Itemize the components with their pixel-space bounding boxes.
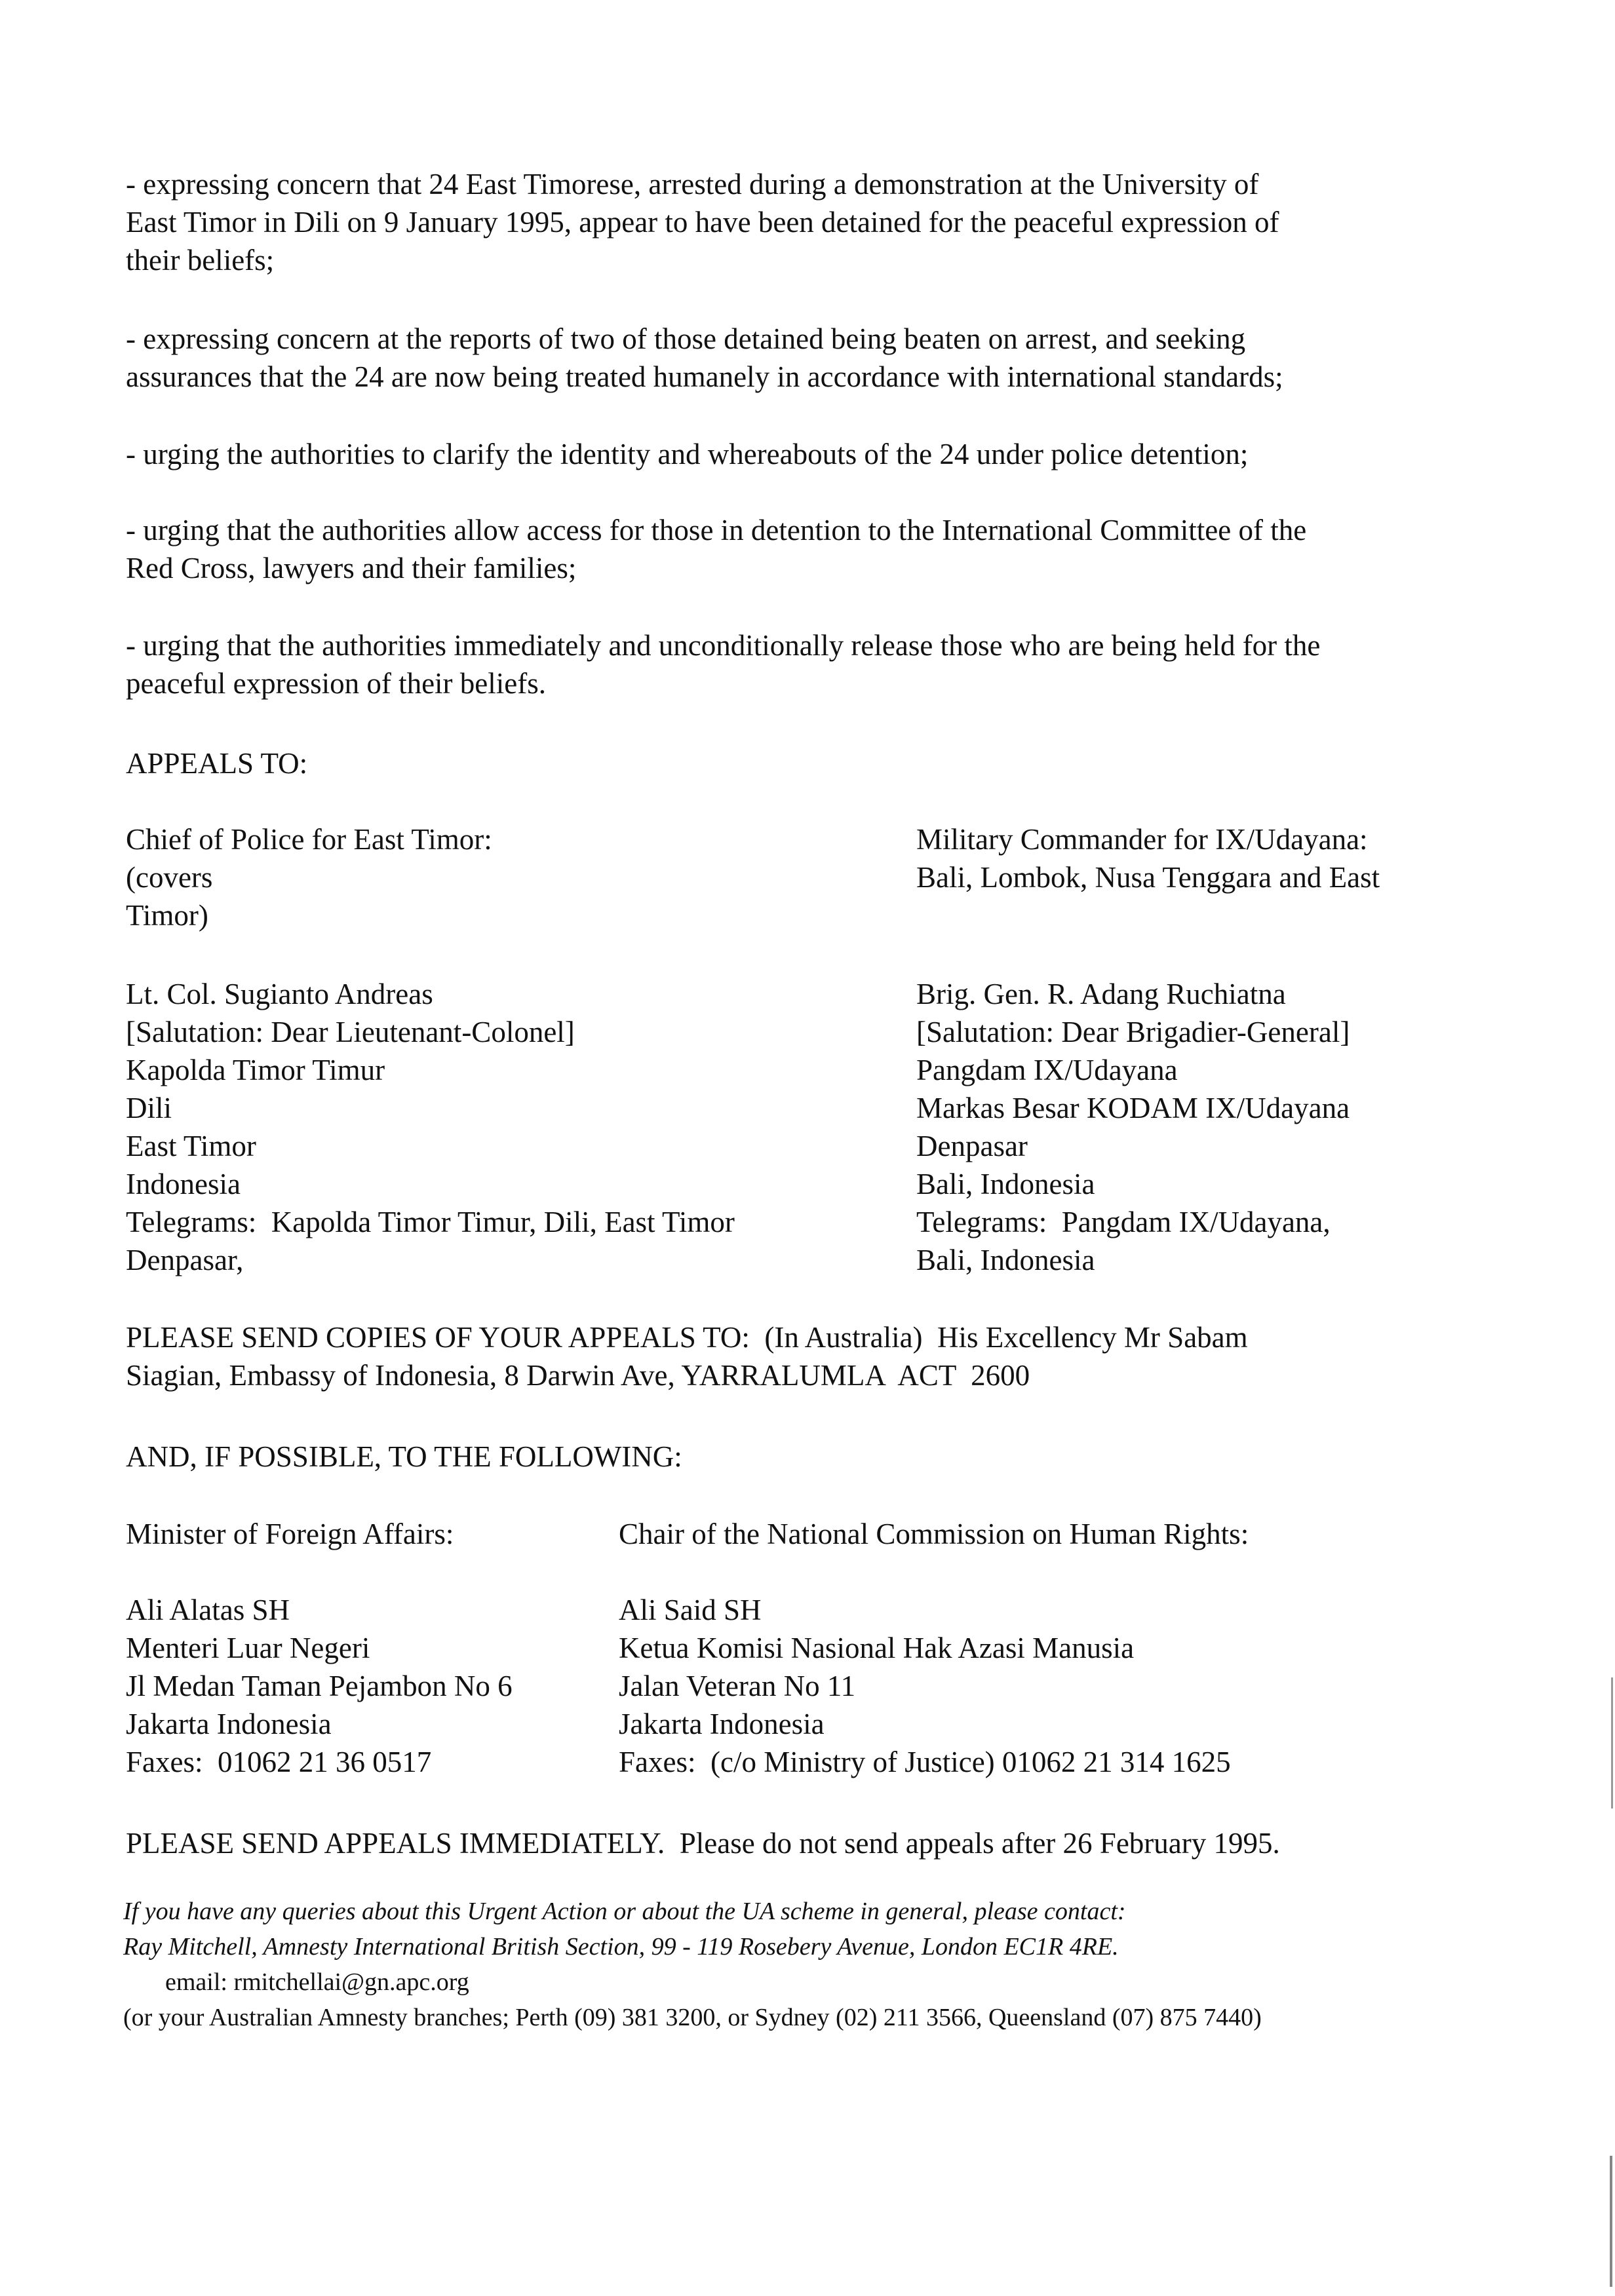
address-line: Bali, Indonesia bbox=[916, 1168, 1095, 1200]
text-line: - urging that the authorities allow access for those in detention to the International Committee of the bbox=[126, 514, 1307, 546]
text-line: assurances that the 24 are now being treated humanely in accordance with international standards; bbox=[126, 360, 1283, 393]
following-left-column bbox=[126, 1515, 598, 1553]
address-line: Jakarta Indonesia bbox=[619, 1708, 825, 1740]
text-line: their beliefs; bbox=[126, 244, 275, 277]
text-line: Siagian, Embassy of Indonesia, 8 Darwin Ave, YARRALUMLA ACT 2600 bbox=[126, 1359, 1030, 1392]
address-line: Markas Besar KODAM IX/Udayana bbox=[916, 1092, 1350, 1124]
following-right-address bbox=[619, 1591, 1471, 1781]
following-heading: AND, IF POSSIBLE, TO THE FOLLOWING: bbox=[126, 1440, 682, 1473]
address-line: [Salutation: Dear Brigadier-General] bbox=[916, 1016, 1350, 1048]
address-line: Faxes: 01062 21 36 0517 bbox=[126, 1746, 432, 1778]
deadline-notice: PLEASE SEND APPEALS IMMEDIATELY. Please do not send appeals after 26 February 1995. bbox=[126, 1827, 1280, 1860]
address-line: Lt. Col. Sugianto Andreas bbox=[126, 978, 433, 1010]
address-line: Ali Alatas SH bbox=[126, 1594, 290, 1626]
footer-branches: (or your Australian Amnesty branches; Perth (09) 381 3200, or Sydney (02) 211 3566, Queensland (07) 875 7440) bbox=[123, 2004, 1262, 2031]
footer-contact-line: Ray Mitchell, Amnesty International British Section, 99 - 119 Rosebery Avenue, London EC1R 4RE. bbox=[123, 1933, 1119, 1961]
recipient-title: Bali, Lombok, Nusa Tenggara and East bbox=[916, 861, 1380, 894]
text-line: - expressing concern that 24 East Timorese, arrested during a demonstration at the University of bbox=[126, 168, 1259, 201]
address-line: Brig. Gen. R. Adang Ruchiatna bbox=[916, 978, 1286, 1010]
text-line: Red Cross, lawyers and their families; bbox=[126, 552, 577, 584]
address-line: Jalan Veteran No 11 bbox=[619, 1670, 856, 1702]
text-line: - urging the authorities to clarify the identity and whereabouts of the 24 under police detention; bbox=[126, 438, 1249, 470]
address-line: [Salutation: Dear Lieutenant-Colonel] bbox=[126, 1016, 575, 1048]
text-line: East Timor in Dili on 9 January 1995, appear to have been detained for the peaceful expression of bbox=[126, 206, 1279, 239]
footer-email: email: rmitchellai@gn.apc.org bbox=[165, 1968, 469, 1996]
text-line: PLEASE SEND COPIES OF YOUR APPEALS TO: (In Australia) His Excellency Mr Sabam bbox=[126, 1321, 1248, 1354]
recipient-title: (covers bbox=[126, 861, 213, 894]
address-line: Denpasar, bbox=[126, 1244, 244, 1276]
text-line: peaceful expression of their beliefs. bbox=[126, 667, 546, 700]
bullet-paragraph bbox=[126, 320, 1463, 396]
address-line: Dili bbox=[126, 1092, 172, 1124]
appeals-left-column bbox=[126, 820, 880, 934]
footer bbox=[123, 1894, 1500, 2035]
address-line: Menteri Luar Negeri bbox=[126, 1632, 370, 1664]
scan-edge-mark bbox=[1611, 1677, 1613, 1808]
text-line: - urging that the authorities immediately and unconditionally release those who are being held for the bbox=[126, 629, 1321, 662]
scan-edge-mark bbox=[1610, 2156, 1612, 2287]
address-line: Telegrams: Pangdam IX/Udayana, bbox=[916, 1206, 1331, 1238]
bullet-paragraph bbox=[126, 626, 1463, 702]
footer-contact-line: If you have any queries about this Urgent Action or about the UA scheme in general, please contact: bbox=[123, 1898, 1126, 1925]
following-right-column bbox=[619, 1515, 1471, 1553]
address-line: East Timor bbox=[126, 1130, 256, 1162]
bullet-paragraph bbox=[126, 435, 1463, 473]
recipient-title: Timor) bbox=[126, 899, 208, 932]
address-line: Bali, Indonesia bbox=[916, 1244, 1095, 1276]
bullet-paragraph bbox=[126, 511, 1463, 587]
address-line: Jakarta Indonesia bbox=[126, 1708, 332, 1740]
address-line: Ketua Komisi Nasional Hak Azasi Manusia bbox=[619, 1632, 1135, 1664]
address-line: Kapolda Timor Timur bbox=[126, 1054, 385, 1086]
following-left-address bbox=[126, 1591, 598, 1781]
address-line: Ali Said SH bbox=[619, 1594, 762, 1626]
address-line: Jl Medan Taman Pejambon No 6 bbox=[126, 1670, 513, 1702]
address-line: Telegrams: Kapolda Timor Timur, Dili, East Timor bbox=[126, 1206, 735, 1238]
copies-paragraph bbox=[126, 1318, 1463, 1394]
recipient-title: Chair of the National Commission on Human Rights: bbox=[619, 1518, 1249, 1550]
address-line: Pangdam IX/Udayana bbox=[916, 1054, 1178, 1086]
address-line: Faxes: (c/o Ministry of Justice) 01062 21 314 1625 bbox=[619, 1746, 1231, 1778]
address-line: Denpasar bbox=[916, 1130, 1028, 1162]
bullet-paragraph bbox=[126, 165, 1463, 279]
appeals-left-address bbox=[126, 975, 880, 1279]
recipient-title: Military Commander for IX/Udayana: bbox=[916, 823, 1368, 856]
appeals-heading: APPEALS TO: bbox=[126, 747, 308, 780]
appeals-right-address bbox=[916, 975, 1506, 1279]
address-line: Indonesia bbox=[126, 1168, 241, 1200]
text-line: - expressing concern at the reports of two of those detained being beaten on arrest, and seeking bbox=[126, 322, 1246, 355]
recipient-title: Chief of Police for East Timor: bbox=[126, 823, 492, 856]
recipient-title: Minister of Foreign Affairs: bbox=[126, 1518, 454, 1550]
appeals-right-column bbox=[916, 820, 1506, 896]
